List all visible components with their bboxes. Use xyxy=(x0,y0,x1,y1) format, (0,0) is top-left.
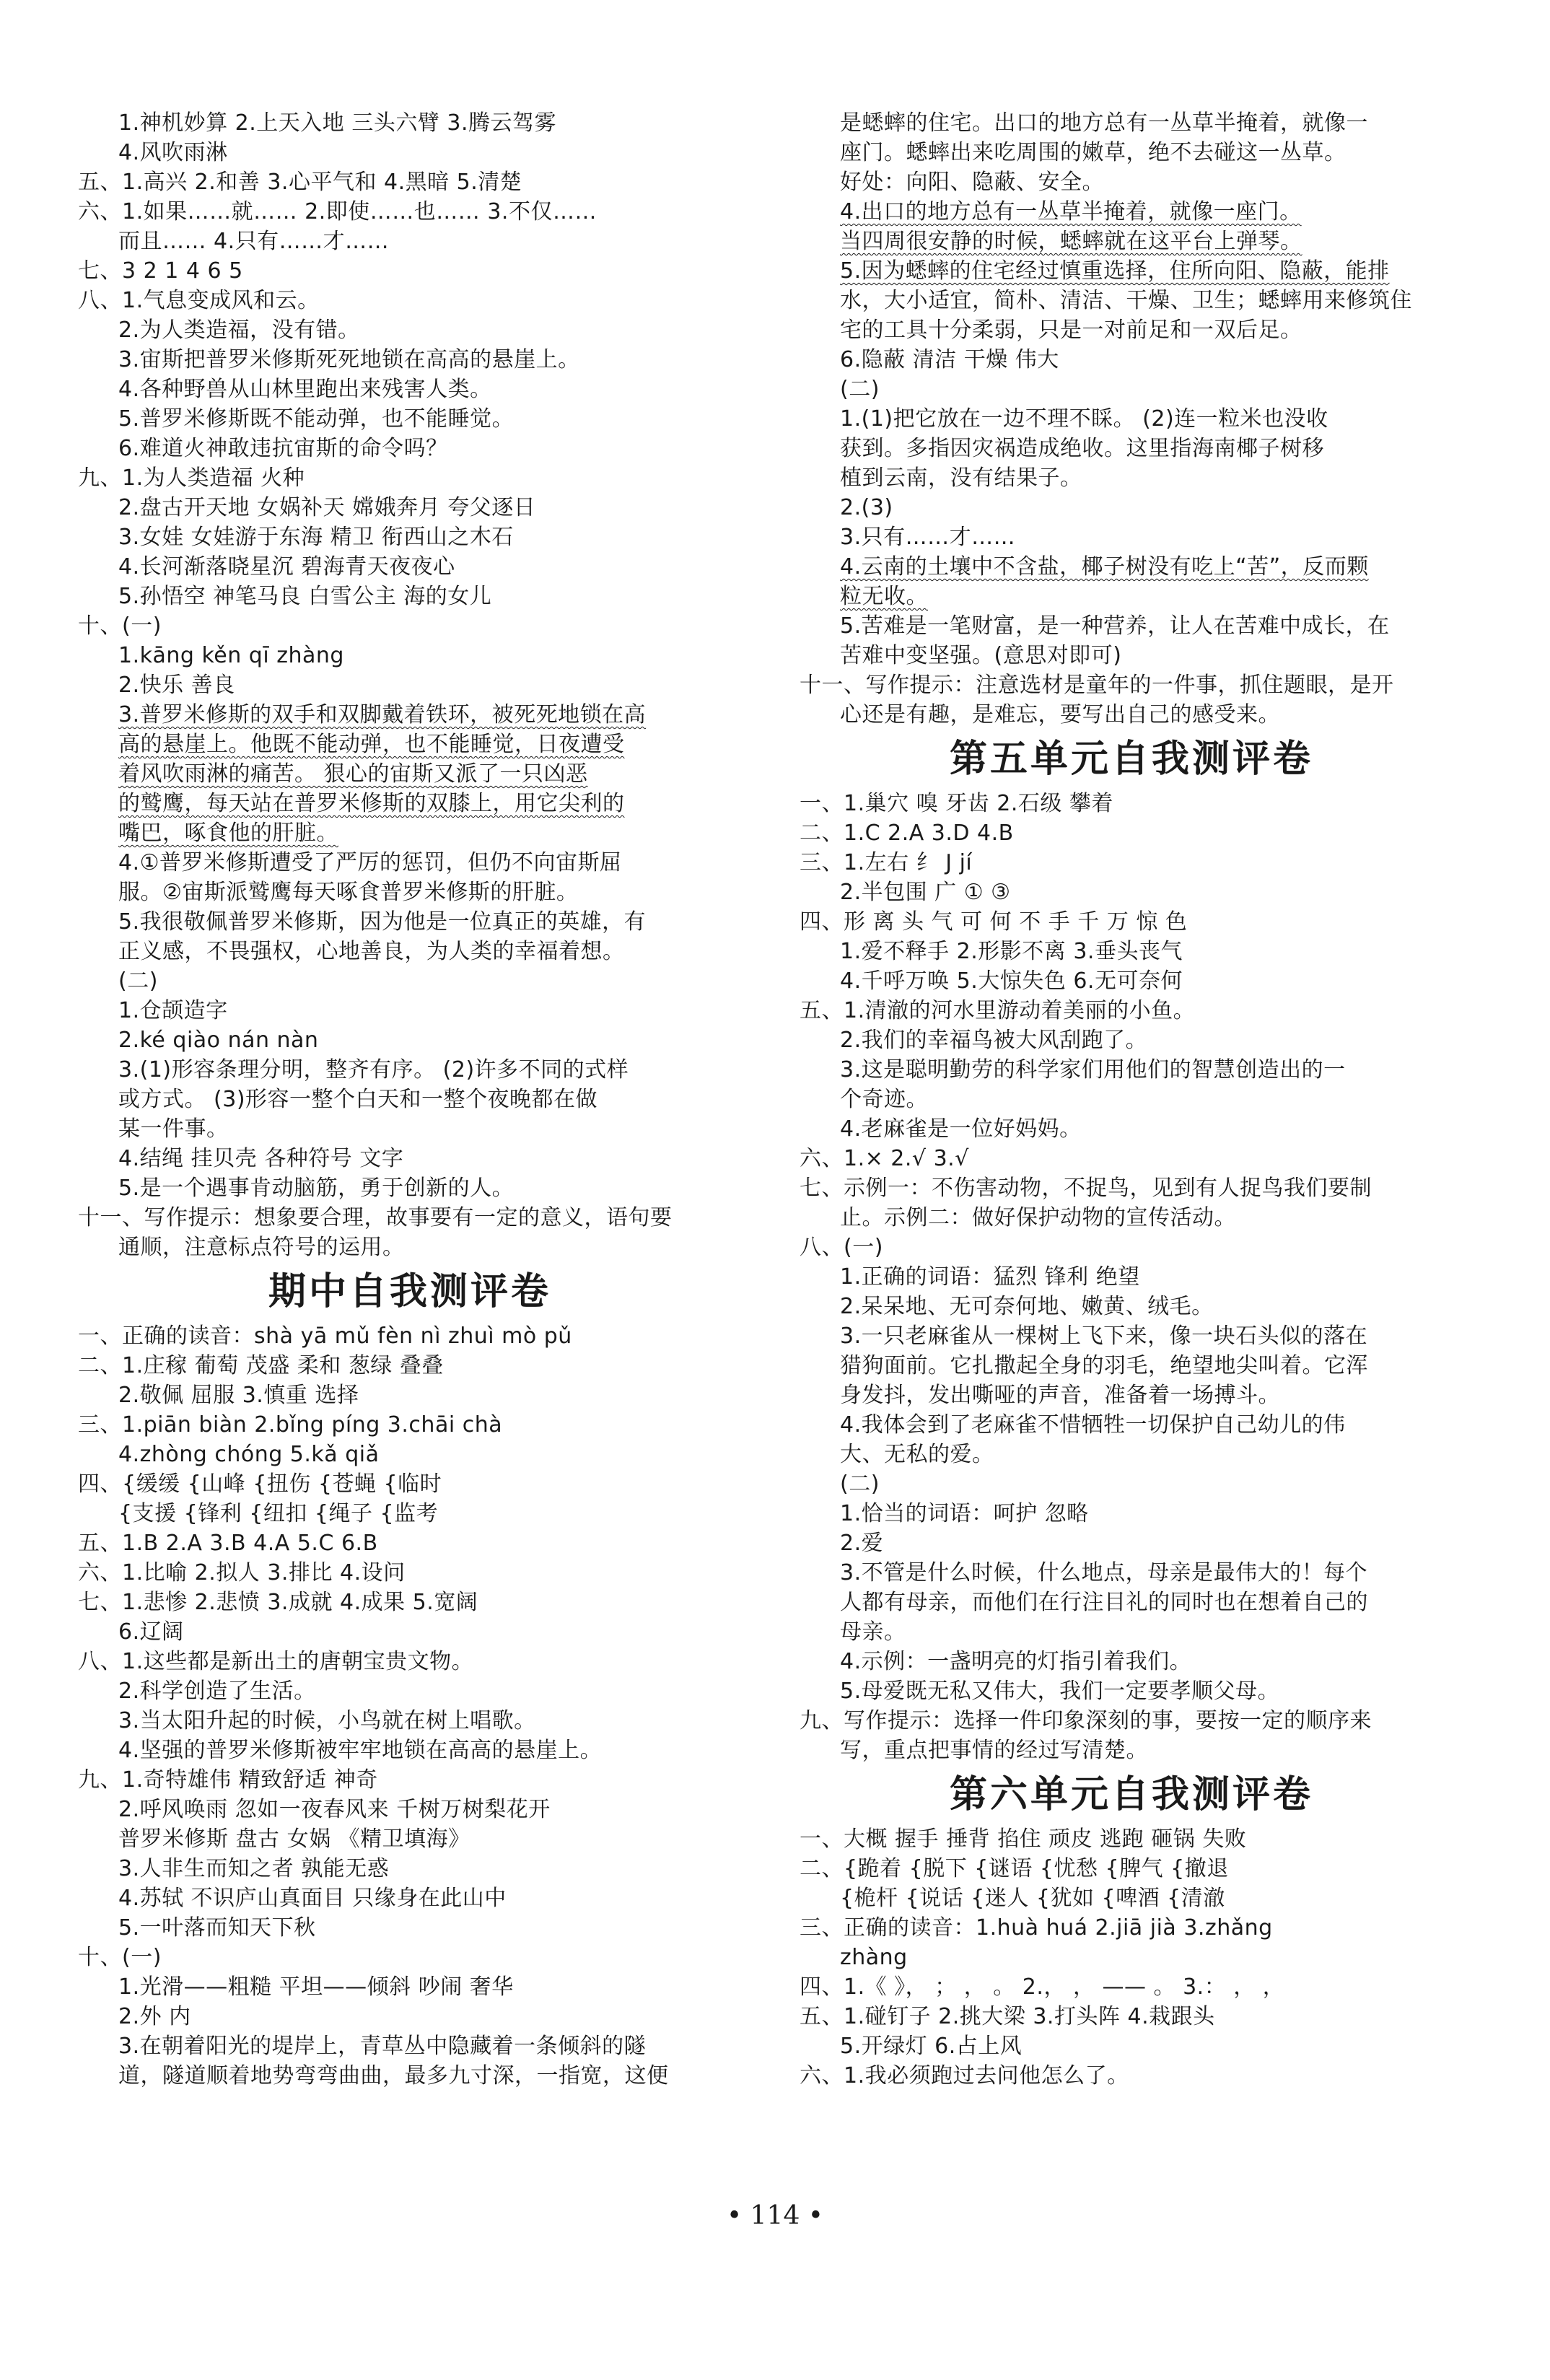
answer-line: 3.普罗米修斯的双手和双脚戴着铁环，被死死地锁在高 xyxy=(118,702,647,727)
answer-line: 正义感，不畏强权，心地善良，为人类的幸福着想。 xyxy=(118,939,625,964)
answer-line: 一、正确的读音：shà yā mǔ fèn nì zhuì mò pǔ xyxy=(78,1324,572,1349)
answer-line: 当四周很安静的时候，蟋蟀就在这平台上弹琴。 xyxy=(840,229,1302,254)
answer-line: 3.当太阳升起的时候，小鸟就在树上唱歌。 xyxy=(118,1708,536,1733)
answer-line: 4.老麻雀是一位好妈妈。 xyxy=(840,1116,1082,1142)
answer-line: 2.盘古开天地 女娲补天 嫦娥奔月 夸父逐日 xyxy=(118,495,536,520)
answer-line: 6.辽阔 xyxy=(118,1619,184,1645)
answer-line: 普罗米修斯 盘古 女娲 《精卫填海》 xyxy=(118,1826,470,1852)
left-column xyxy=(78,108,742,2091)
answer-line: 七、示例一：不伤害动物，不捉鸟，见到有人捉鸟我们要制 xyxy=(800,1176,1372,1201)
answer-line: 4.各种野兽从山林里跑出来残害人类。 xyxy=(118,377,492,402)
answer-line: 十一、写作提示：想象要合理，故事要有一定的意义，语句要 xyxy=(78,1205,673,1230)
answer-line: 八、1.气息变成风和云。 xyxy=(78,288,320,313)
answer-line: 5.一叶落而知天下秋 xyxy=(118,1915,316,1941)
section-heading: 第六单元自我测评卷 xyxy=(949,1772,1313,1816)
answer-line: 五、1.高兴 2.和善 3.心平气和 4.黑暗 5.清楚 xyxy=(78,170,522,195)
answer-line: 4.①普罗米修斯遭受了严厉的惩罚，但仍不向宙斯屈 xyxy=(118,850,622,875)
answer-line: 而且…… 4.只有……才…… xyxy=(118,229,390,254)
answer-line: 四、形 离 头 气 可 何 不 手 千 万 惊 色 xyxy=(800,909,1188,935)
answer-line: 2.我们的幸福鸟被大风刮跑了。 xyxy=(840,1028,1148,1053)
answer-line: 粒无收。 xyxy=(840,584,928,609)
answer-line: 大、无私的爱。 xyxy=(840,1442,994,1467)
answer-line: 六、1.× 2.√ 3.√ xyxy=(800,1146,969,1171)
answer-line: 5.因为蟋蟀的住宅经过慎重选择，住所向阳、隐蔽，能排 xyxy=(840,258,1390,284)
answer-line: 二、1.庄稼 葡萄 茂盛 柔和 葱绿 叠叠 xyxy=(78,1353,444,1378)
answer-line: 六、1.我必须跑过去问他怎么了。 xyxy=(800,2063,1129,2088)
answer-line: 猎狗面前。它扎撒起全身的羽毛，绝望地尖叫着。它浑 xyxy=(840,1353,1368,1378)
section-heading: 第五单元自我测评卷 xyxy=(949,737,1313,781)
answer-line: 5.我很敬佩普罗米修斯，因为他是一位真正的英雄，有 xyxy=(118,909,647,935)
answer-line: 四、1.《 》， ； ， 。 2.， ， —— 。 3.： ， ， xyxy=(800,1974,1285,2000)
answer-line: 个奇迹。 xyxy=(840,1087,928,1112)
answer-line: 人都有母亲，而他们在行注目礼的同时也在想着自己的 xyxy=(840,1590,1368,1615)
answer-line: {桅杆 {说话 {迷人 {犹如 {啤酒 {清澈 xyxy=(840,1886,1225,1911)
answer-line: 5.是一个遇事肯动脑筋，勇于创新的人。 xyxy=(118,1176,515,1201)
answer-line: 着风吹雨淋的痛苦。 狠心的宙斯又派了一只凶恶 xyxy=(118,761,588,787)
answer-line: 4.长河渐落晓星沉 碧海青天夜夜心 xyxy=(118,554,455,579)
answer-line: 3.这是聪明勤劳的科学家们用他们的智慧创造出的一 xyxy=(840,1057,1346,1082)
answer-line: zhàng xyxy=(840,1945,908,1970)
answer-line: 2.为人类造福，没有错。 xyxy=(118,318,360,343)
answer-line: 通顺，注意标点符号的运用。 xyxy=(118,1235,405,1260)
answer-line: 5.母爱既无私又伟大，我们一定要孝顺父母。 xyxy=(840,1679,1280,1704)
answer-line: 3.(1)形容条理分明，整齐有序。 (2)许多不同的式样 xyxy=(118,1057,629,1082)
answer-line: 1.(1)把它放在一边不理不睬。 (2)连一粒米也没收 xyxy=(840,406,1328,432)
answer-line: 2.快乐 善良 xyxy=(118,673,235,698)
answer-line: 5.孙悟空 神笔马良 白雪公主 海的女儿 xyxy=(118,584,492,609)
answer-line: 2.科学创造了生活。 xyxy=(118,1679,316,1704)
answer-line: (二) xyxy=(118,968,158,994)
answer-line: 4.苏轼 不识庐山真面目 只缘身在此山中 xyxy=(118,1886,507,1911)
answer-line: 5.苦难是一笔财富，是一种营养，让人在苦难中成长，在 xyxy=(840,613,1390,639)
answer-line: 6.隐蔽 清洁 干燥 伟大 xyxy=(840,347,1059,372)
answer-line: 母亲。 xyxy=(840,1619,906,1645)
answer-line: 1.kāng kěn qī zhàng xyxy=(118,643,344,668)
answer-line: 1.正确的词语：猛烈 锋利 绝望 xyxy=(840,1264,1140,1290)
answer-line: 3.一只老麻雀从一棵树上飞下来，像一块石头似的落在 xyxy=(840,1324,1368,1349)
answer-line: 二、1.C 2.A 3.D 4.B xyxy=(800,821,1014,846)
answer-line: 二、{跪着 {脱下 {谜语 {忧愁 {脾气 {撤退 xyxy=(800,1856,1229,1881)
answer-line: 2.呆呆地、无可奈何地、嫩黄、绒毛。 xyxy=(840,1294,1214,1319)
answer-line: 3.只有……才…… xyxy=(840,525,1016,550)
answer-line: 九、1.为人类造福 火种 xyxy=(78,465,305,491)
answer-line: 八、(一) xyxy=(800,1235,883,1260)
answer-line: 3.在朝着阳光的堤岸上，青草丛中隐藏着一条倾斜的隧 xyxy=(118,2034,647,2059)
answer-line: (二) xyxy=(840,377,880,402)
answer-line: 十一、写作提示：注意选材是童年的一件事，抓住题眼，是开 xyxy=(800,673,1394,698)
answer-line: 三、1.左右 纟 J jí xyxy=(800,850,973,875)
answer-line: 九、1.奇特雄伟 精致舒适 神奇 xyxy=(78,1767,378,1793)
answer-line: 六、1.比喻 2.拟人 3.排比 4.设问 xyxy=(78,1560,406,1585)
answer-line: 3.人非生而知之者 孰能无惑 xyxy=(118,1856,390,1881)
answer-line: 七、3 2 1 4 6 5 xyxy=(78,258,243,284)
answer-line: 4.风吹雨淋 xyxy=(118,140,228,165)
answer-line: 1.爱不释手 2.形影不离 3.垂头丧气 xyxy=(840,939,1183,964)
answer-line: 的鹫鹰，每天站在普罗米修斯的双膝上，用它尖利的 xyxy=(118,791,625,816)
answer-line: 三、1.piān biàn 2.bǐng píng 3.chāi chà xyxy=(78,1412,503,1438)
answer-line: 4.我体会到了老麻雀不惜牺牲一切保护自己幼儿的伟 xyxy=(840,1412,1346,1438)
answer-line: 3.女娃 女娃游于东海 精卫 衔西山之木石 xyxy=(118,525,514,550)
answer-line: 6.难道火神敢违抗宙斯的命令吗？ xyxy=(118,436,448,461)
answer-line: 获到。多指因灾祸造成绝收。这里指海南椰子树移 xyxy=(840,436,1324,461)
answer-line: 1.神机妙算 2.上天入地 三头六臂 3.腾云驾雾 xyxy=(118,110,556,136)
answer-line: 一、1.巢穴 嗅 牙齿 2.石级 攀着 xyxy=(800,791,1113,816)
answer-line: 某一件事。 xyxy=(118,1116,229,1142)
answer-line: 苦难中变坚强。(意思对即可) xyxy=(840,643,1122,668)
answer-line: 或方式。 (3)形容一整个白天和一整个夜晚都在做 xyxy=(118,1087,598,1112)
answer-line: 2.ké qiào nán nàn xyxy=(118,1028,319,1053)
answer-line: 十、(一) xyxy=(78,1945,162,1970)
answer-line: 1.光滑——粗糙 平坦——倾斜 吵闹 奢华 xyxy=(118,1974,514,2000)
answer-line: 七、1.悲惨 2.悲愤 3.成就 4.成果 5.宽阔 xyxy=(78,1590,478,1615)
answer-line: 1.恰当的词语：呵护 忽略 xyxy=(840,1501,1089,1526)
answer-line: 服。②宙斯派鹫鹰每天啄食普罗米修斯的肝脏。 xyxy=(118,880,579,905)
answer-line: 1.仓颉造字 xyxy=(118,998,228,1023)
answer-line: 4.千呼万唤 5.大惊失色 6.无可奈何 xyxy=(840,968,1183,994)
answer-line: 四、{缓缓 {山峰 {扭伤 {苍蝇 {临时 xyxy=(78,1471,442,1497)
answer-line: (二) xyxy=(840,1471,880,1497)
answer-line: 身发抖，发出嘶哑的声音，准备着一场搏斗。 xyxy=(840,1383,1280,1408)
answer-line: 植到云南，没有结果子。 xyxy=(840,465,1082,491)
answer-line: 4.示例：一盏明亮的灯指引着我们。 xyxy=(840,1649,1192,1674)
answer-line: 五、1.B 2.A 3.B 4.A 5.C 6.B xyxy=(78,1531,378,1556)
answer-line: 2.敬佩 屈服 3.慎重 选择 xyxy=(118,1383,359,1408)
page-number: • 114 • xyxy=(726,2201,824,2231)
answer-line: 4.云南的土壤中不含盐，椰子树没有吃上“苦”，反而颗 xyxy=(840,554,1369,579)
answer-line: 3.不管是什么时候，什么地点，母亲是最伟大的！每个 xyxy=(840,1560,1368,1585)
answer-line: 道，隧道顺着地势弯弯曲曲，最多九寸深，一指宽，这便 xyxy=(118,2063,669,2088)
answer-line: 4.结绳 挂贝壳 各种符号 文字 xyxy=(118,1146,404,1171)
section-heading: 期中自我测评卷 xyxy=(268,1269,551,1313)
answer-line: 八、1.这些都是新出土的唐朝宝贵文物。 xyxy=(78,1649,474,1674)
answer-line: 是蟋蟀的住宅。出口的地方总有一丛草半掩着，就像一 xyxy=(840,110,1368,136)
answer-line: 高的悬崖上。他既不能动弹，也不能睡觉，日夜遭受 xyxy=(118,732,625,757)
answer-line: 4.坚强的普罗米修斯被牢牢地锁在高高的悬崖上。 xyxy=(118,1738,603,1763)
answer-line: 2.(3) xyxy=(840,495,893,520)
answer-line: 2.呼风唤雨 忽如一夜春风来 千树万树梨花开 xyxy=(118,1797,551,1822)
answer-line: 三、正确的读音：1.huà huá 2.jiā jià 3.zhǎng xyxy=(800,1915,1273,1941)
answer-line: 十、(一) xyxy=(78,613,162,639)
answer-line: 5.开绿灯 6.占上风 xyxy=(840,2034,1023,2059)
right-column xyxy=(800,108,1463,2091)
answer-line: 止。示例二：做好保护动物的宣传活动。 xyxy=(840,1205,1236,1230)
answer-line: 九、写作提示：选择一件印象深刻的事，要按一定的顺序来 xyxy=(800,1708,1372,1733)
answer-line: 5.普罗米修斯既不能动弹，也不能睡觉。 xyxy=(118,406,515,432)
answer-line: 2.半包围 广 ① ③ xyxy=(840,880,1011,905)
answer-line: 写，重点把事情的经过写清楚。 xyxy=(840,1738,1148,1763)
answer-line: 4.zhòng chóng 5.kǎ qiǎ xyxy=(118,1442,380,1467)
answer-line: 2.外 内 xyxy=(118,2004,191,2029)
answer-line: 五、1.清澈的河水里游动着美丽的小鱼。 xyxy=(800,998,1196,1023)
answer-line: 3.宙斯把普罗米修斯死死地锁在高高的悬崖上。 xyxy=(118,347,580,372)
answer-line: 五、1.碰钉子 2.挑大梁 3.打头阵 4.栽跟头 xyxy=(800,2004,1215,2029)
answer-line: 心还是有趣，是难忘，要写出自己的感受来。 xyxy=(840,702,1280,727)
answer-line: 2.爱 xyxy=(840,1531,884,1556)
answer-line: 嘴巴，啄食他的肝脏。 xyxy=(118,821,338,846)
answer-line: 好处：向阳、隐蔽、安全。 xyxy=(840,170,1104,195)
answer-line: 六、1.如果……就…… 2.即使……也…… 3.不仅…… xyxy=(78,199,597,224)
answer-line: 一、大概 握手 捶背 掐住 顽皮 逃跑 砸锅 失败 xyxy=(800,1826,1247,1852)
answer-line: 4.出口的地方总有一丛草半掩着，就像一座门。 xyxy=(840,199,1302,224)
answer-line: 水，大小适宜，简朴、清洁、干燥、卫生；蟋蟀用来修筑住 xyxy=(840,288,1412,313)
answer-line: 座门。蟋蟀出来吃周围的嫩草，绝不去碰这一丛草。 xyxy=(840,140,1347,165)
answer-line: {支援 {锋利 {纽扣 {绳子 {监考 xyxy=(118,1501,439,1526)
answer-line: 宅的工具十分柔弱，只是一对前足和一双后足。 xyxy=(840,318,1302,343)
